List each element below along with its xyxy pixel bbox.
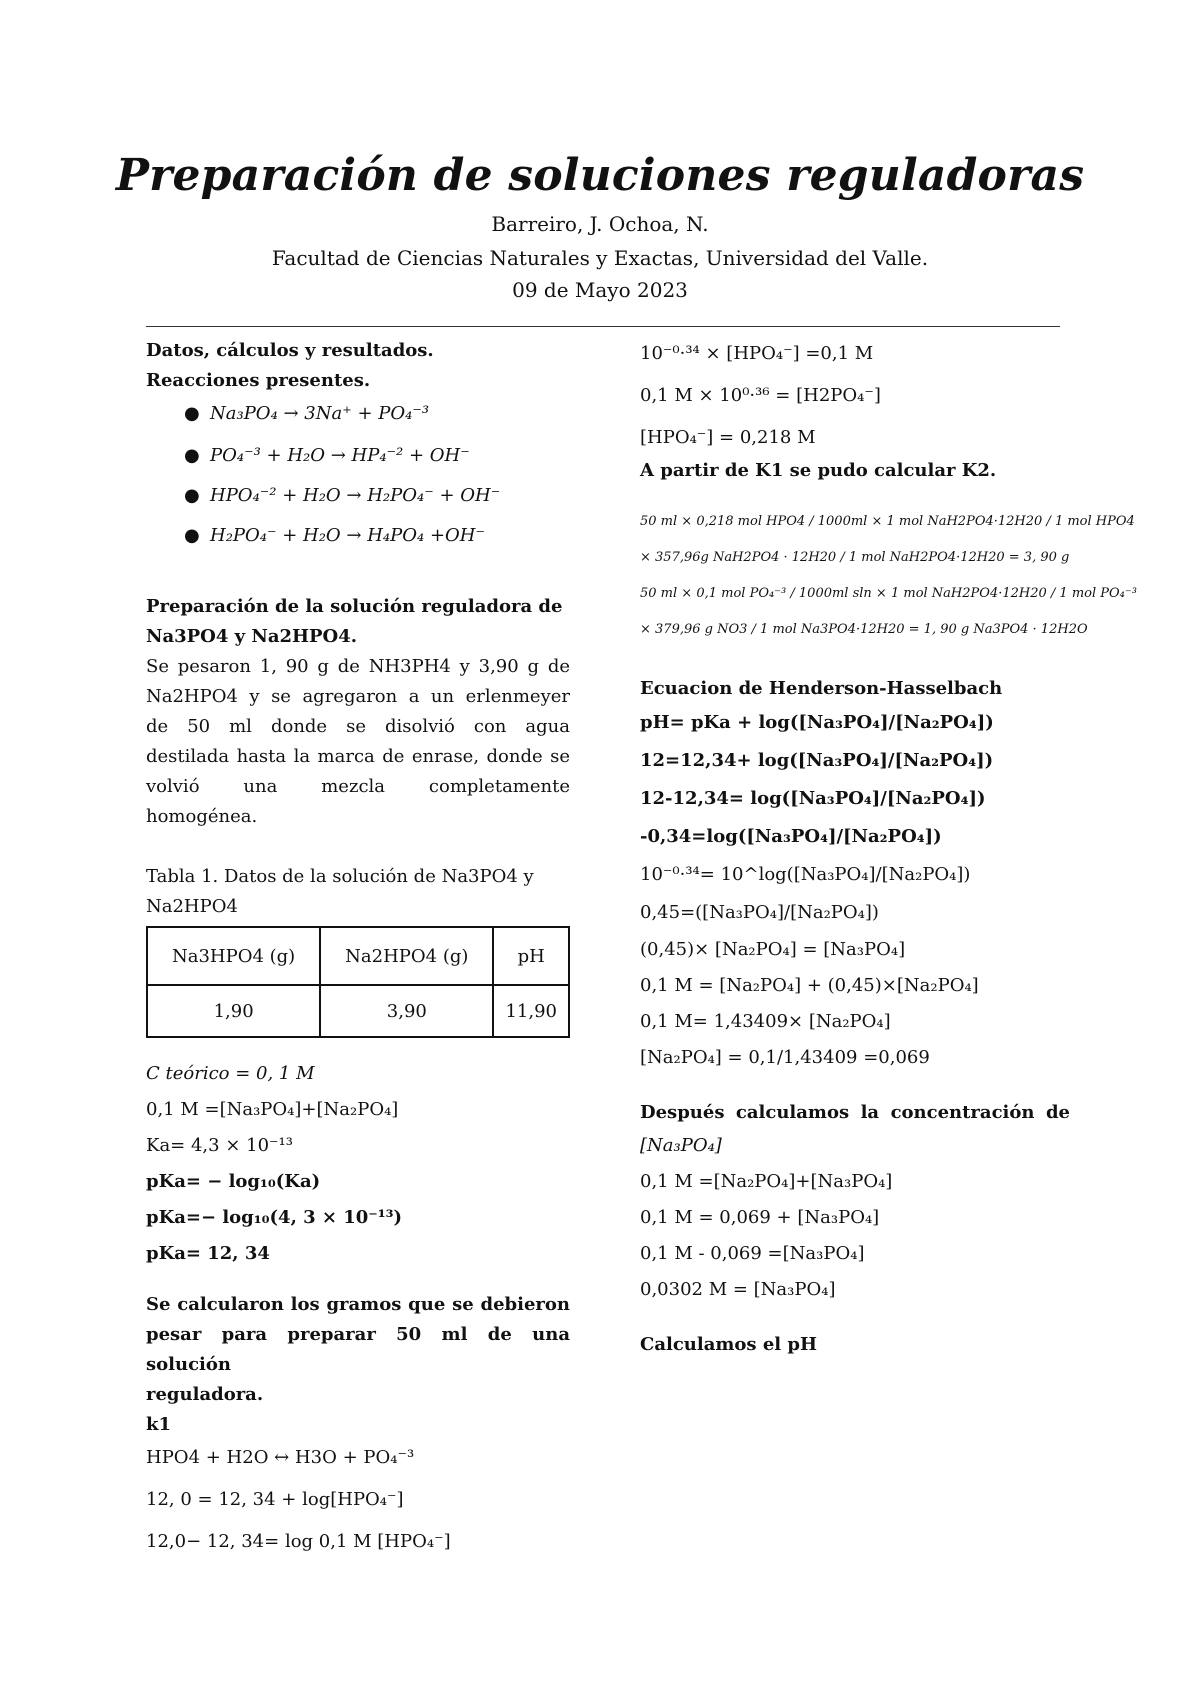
equation: 50 ml × 0,218 mol HPO4 / 1000ml × 1 mol NaH2PO4·12H20 / 1 mol HPO4 xyxy=(640,514,1135,529)
equation: HPO4 + H2O ↔ H3O + PO₄⁻³ xyxy=(146,1447,415,1468)
equation: -0,34=log([Na₃PO₄]/[Na₂PO₄]) xyxy=(640,826,942,847)
equation: × 379,96 g NO3 / 1 mol Na3PO4·12H20 = 1, 90 g Na3PO4 · 12H2O xyxy=(640,622,1088,637)
table-caption: Tabla 1. Datos de la solución de Na3PO4 y xyxy=(146,866,534,887)
equation: 0,1 M × 10⁰·³⁶ = [H2PO₄⁻] xyxy=(640,385,881,406)
paragraph-line: homogénea. xyxy=(146,806,258,827)
equation: 0,1 M =[Na₃PO₄]+[Na₂PO₄] xyxy=(146,1099,399,1120)
k1-label: k1 xyxy=(146,1414,171,1435)
bullet-icon: ● xyxy=(184,445,200,466)
equation: 10⁻⁰·³⁴= 10^log([Na₃PO₄]/[Na₂PO₄]) xyxy=(640,864,971,885)
table-header: Na3HPO4 (g) xyxy=(147,927,320,985)
table-header: pH xyxy=(493,927,569,985)
list-item: ● H₂PO₄⁻ + H₂O → H₄PO₄ +OH⁻ xyxy=(146,518,570,554)
equation: [Na₃PO₄] xyxy=(640,1135,722,1156)
ph-title: Calculamos el pH xyxy=(640,1334,817,1355)
equation: × 357,96g NaH2PO4 · 12H20 / 1 mol NaH2PO4·12H20 = 3, 90 g xyxy=(640,550,1070,565)
prep-title: Preparación de la solución reguladora de xyxy=(146,596,563,617)
table-caption-2: Na2HPO4 xyxy=(146,896,238,917)
equation: 0,1 M = [Na₂PO₄] + (0,45)×[Na₂PO₄] xyxy=(640,975,979,996)
affiliation: Facultad de Ciencias Naturales y Exactas, Universidad del Valle. xyxy=(271,246,929,270)
reactions-list xyxy=(146,396,570,554)
equation: 0,45=([Na₃PO₄]/[Na₂PO₄]) xyxy=(640,902,879,923)
paragraph-line: Se pesaron 1, 90 g de NH3PH4 y 3,90 g de xyxy=(146,656,570,677)
equation: pKa= 12, 34 xyxy=(146,1243,270,1264)
equation: 12,0− 12, 34= log 0,1 M [HPO₄⁻] xyxy=(146,1531,451,1552)
equation: pKa=− log₁₀(4, 3 × 10⁻¹³) xyxy=(146,1207,403,1228)
table-cell: 1,90 xyxy=(147,985,320,1037)
date: 09 de Mayo 2023 xyxy=(512,278,688,302)
equation: pH= pKa + log([Na₃PO₄]/[Na₂PO₄]) xyxy=(640,712,994,733)
table-cell: 3,90 xyxy=(320,985,493,1037)
equation: Ka= 4,3 × 10⁻¹³ xyxy=(146,1135,293,1156)
equation: 0,1 M = 0,069 + [Na₃PO₄] xyxy=(640,1207,880,1228)
bullet-icon: ● xyxy=(184,485,200,506)
header-divider xyxy=(146,326,1060,327)
henderson-title: Ecuacion de Henderson-Hasselbach xyxy=(640,678,1003,699)
list-item: ● PO₄⁻³ + H₂O → HP₄⁻² + OH⁻ xyxy=(146,438,570,474)
equation: [Na₂PO₄] = 0,1/1,43409 =0,069 xyxy=(640,1047,930,1068)
equation: 12-12,34= log([Na₃PO₄]/[Na₂PO₄]) xyxy=(640,788,986,809)
equation: C teórico = 0, 1 M xyxy=(146,1063,315,1084)
k2-text: A partir de K1 se pudo calcular K2. xyxy=(640,460,997,481)
equation: (0,45)× [Na₂PO₄] = [Na₃PO₄] xyxy=(640,939,906,960)
data-table xyxy=(146,926,570,1038)
table-header-row xyxy=(147,927,569,985)
paragraph-line: pesar para preparar 50 ml de una solución xyxy=(146,1324,570,1375)
paragraph-line: reguladora. xyxy=(146,1384,264,1405)
bullet-icon: ● xyxy=(184,403,200,424)
paragraph-line: Na2HPO4 y se agregaron a un erlenmeyer xyxy=(146,686,570,707)
list-item: ● HPO₄⁻² + H₂O → H₂PO₄⁻ + OH⁻ xyxy=(146,478,570,514)
table-cell: 11,90 xyxy=(493,985,569,1037)
equation: 0,1 M= 1,43409× [Na₂PO₄] xyxy=(640,1011,891,1032)
bullet-icon: ● xyxy=(184,525,200,546)
table-header: Na2HPO4 (g) xyxy=(320,927,493,985)
equation: 10⁻⁰·³⁴ × [HPO₄⁻] =0,1 M xyxy=(640,343,874,364)
equation: 50 ml × 0,1 mol PO₄⁻³ / 1000ml sln × 1 mol NaH2PO4·12H20 / 1 mol PO₄⁻³ xyxy=(640,586,1137,601)
equation: pKa= − log₁₀(Ka) xyxy=(146,1171,321,1192)
paper-title: Preparación de soluciones reguladoras xyxy=(115,150,1085,201)
paragraph-line: volvió una mezcla completamente xyxy=(146,776,570,797)
section-title: Datos, cálculos y resultados. xyxy=(146,340,434,361)
equation: 0,1 M =[Na₂PO₄]+[Na₃PO₄] xyxy=(640,1171,893,1192)
table-row xyxy=(147,985,569,1037)
equation: 12, 0 = 12, 34 + log[HPO₄⁻] xyxy=(146,1489,404,1510)
equation: 12=12,34+ log([Na₃PO₄]/[Na₂PO₄]) xyxy=(640,750,994,771)
reactions-title: Reacciones presentes. xyxy=(146,370,371,391)
paragraph-line: Después calculamos la concentración de xyxy=(640,1102,1070,1123)
equation: 0,0302 M = [Na₃PO₄] xyxy=(640,1279,836,1300)
paragraph-line: Se calcularon los gramos que se debieron xyxy=(146,1294,570,1315)
list-item: ● Na₃PO₄ → 3Na⁺ + PO₄⁻³ xyxy=(146,396,570,432)
authors: Barreiro, J. Ochoa, N. xyxy=(491,212,709,236)
prep-title-2: Na3PO4 y Na2HPO4. xyxy=(146,626,358,647)
equation: [HPO₄⁻] = 0,218 M xyxy=(640,427,816,448)
right-column xyxy=(640,336,1137,1360)
left-column xyxy=(146,336,570,1560)
paragraph-line: destilada hasta la marca de enrase, donde se xyxy=(146,746,570,767)
paragraph-line: de 50 ml donde se disolvió con agua xyxy=(146,716,570,737)
equation: 0,1 M - 0,069 =[Na₃PO₄] xyxy=(640,1243,865,1264)
